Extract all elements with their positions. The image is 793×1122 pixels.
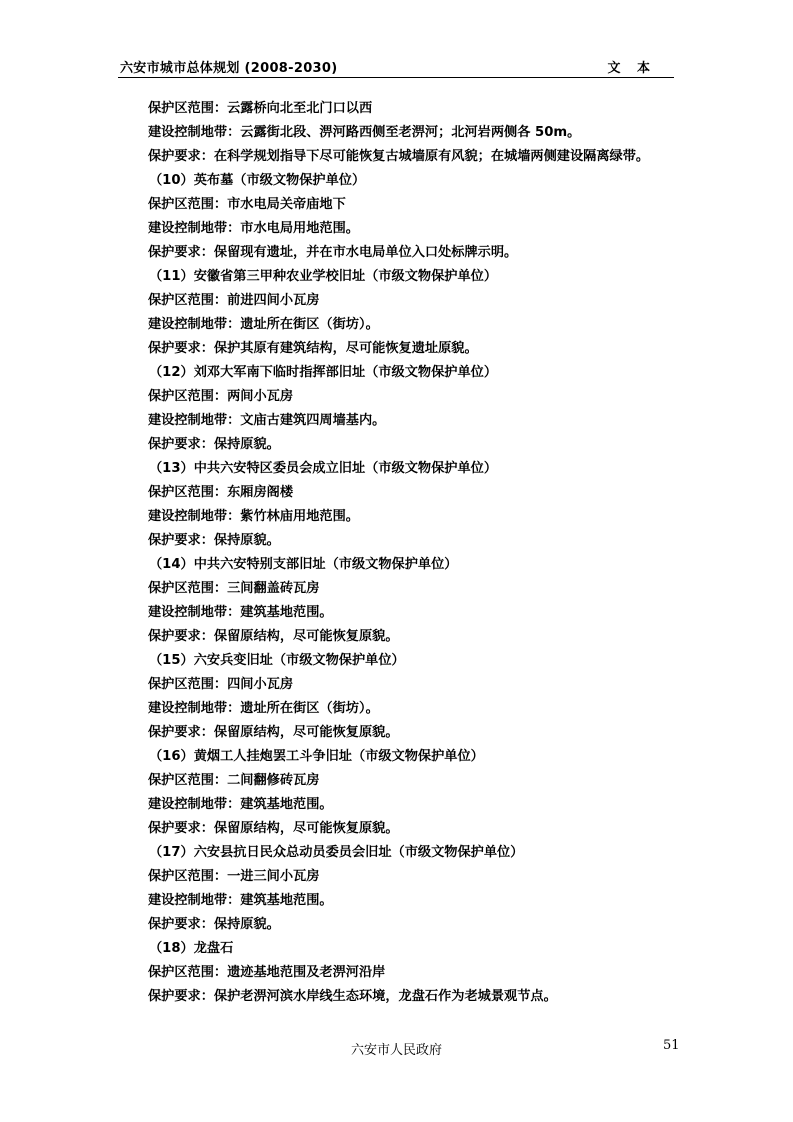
section-label: 文 本 — [607, 61, 656, 76]
paragraph-line: 建设控制地带：云露街北段、淠河路西侧至老淠河；北河岩两侧各 50m。 — [148, 125, 581, 140]
paragraph-line: 建设控制地带：紫竹林庙用地范围。 — [148, 509, 359, 524]
footer-publisher: 六安市人民政府 — [350, 1043, 442, 1058]
paragraph-line: 建设控制地带：文庙古建筑四周墙基内。 — [148, 413, 386, 428]
paragraph-line: 保护要求：保留原结构，尽可能恢复原貌。 — [148, 821, 399, 836]
section-heading: （11）安徽省第三甲种农业学校旧址（市级文物保护单位） — [149, 269, 498, 284]
section-heading: （17）六安县抗日民众总动员委员会旧址（市级文物保护单位） — [149, 845, 524, 860]
paragraph-line: 保护要求：在科学规划指导下尽可能恢复古城墙原有风貌；在城墙两侧建设隔离绿带。 — [148, 149, 650, 164]
paragraph-line: 保护区范围：三间翻盖砖瓦房 — [148, 581, 320, 596]
paragraph-line: 保护区范围：市水电局关帝庙地下 — [148, 197, 346, 212]
paragraph-line: 建设控制地带：建筑基地范围。 — [148, 797, 333, 812]
paragraph-line: 保护要求：保持原貌。 — [148, 533, 280, 548]
section-heading: （10）英布墓（市级文物保护单位） — [149, 173, 366, 188]
page-header — [118, 54, 674, 78]
section-heading: （12）刘邓大军南下临时指挥部旧址（市级文物保护单位） — [149, 365, 498, 380]
paragraph-line: 建设控制地带：市水电局用地范围。 — [148, 221, 359, 236]
paragraph-line: 保护要求：保留原结构，尽可能恢复原貌。 — [148, 629, 399, 644]
section-heading: （13）中共六安特区委员会成立旧址（市级文物保护单位） — [149, 461, 498, 476]
paragraph-line: 保护要求：保持原貌。 — [148, 437, 280, 452]
paragraph-line: 保护区范围：云露桥向北至北门口以西 — [148, 101, 373, 116]
paragraph-line: 建设控制地带：建筑基地范围。 — [148, 605, 333, 620]
paragraph-line: 保护区范围：两间小瓦房 — [148, 389, 294, 404]
paragraph-line: 建设控制地带：建筑基地范围。 — [148, 893, 333, 908]
paragraph-line: 保护要求：保护其原有建筑结构，尽可能恢复遗址原貌。 — [148, 341, 478, 356]
paragraph-line: 保护区范围：前进四间小瓦房 — [148, 293, 320, 308]
header-divider — [118, 77, 674, 78]
document-title: 六安市城市总体规划 (2008-2030) — [120, 61, 338, 76]
paragraph-line: 保护区范围：东厢房阁楼 — [148, 485, 294, 500]
section-heading: （16）黄烟工人挂炮罢工斗争旧址（市级文物保护单位） — [149, 749, 484, 764]
paragraph-line: 建设控制地带：遗址所在街区（街坊）。 — [148, 701, 379, 716]
page-number: 51 — [663, 1038, 680, 1053]
paragraph-line: 保护区范围：二间翻修砖瓦房 — [148, 773, 320, 788]
section-heading: （15）六安兵变旧址（市级文物保护单位） — [149, 653, 405, 668]
paragraph-line: 保护区范围：遗迹基地范围及老淠河沿岸 — [148, 965, 386, 980]
paragraph-line: 保护要求：保留现有遗址，并在市水电局单位入口处标牌示明。 — [148, 245, 518, 260]
document-body — [148, 97, 688, 1009]
paragraph-line: 保护区范围：一进三间小瓦房 — [148, 869, 320, 884]
paragraph-line: 保护区范围：四间小瓦房 — [148, 677, 294, 692]
paragraph-line: 保护要求：保护老淠河滨水岸线生态环境，龙盘石作为老城景观节点。 — [148, 989, 557, 1004]
section-heading: （14）中共六安特别支部旧址（市级文物保护单位） — [149, 557, 458, 572]
paragraph-line: 保护要求：保持原貌。 — [148, 917, 280, 932]
paragraph-line: 保护要求：保留原结构，尽可能恢复原貌。 — [148, 725, 399, 740]
section-heading: （18）龙盘石 — [149, 941, 234, 956]
paragraph-line: 建设控制地带：遗址所在街区（街坊）。 — [148, 317, 379, 332]
